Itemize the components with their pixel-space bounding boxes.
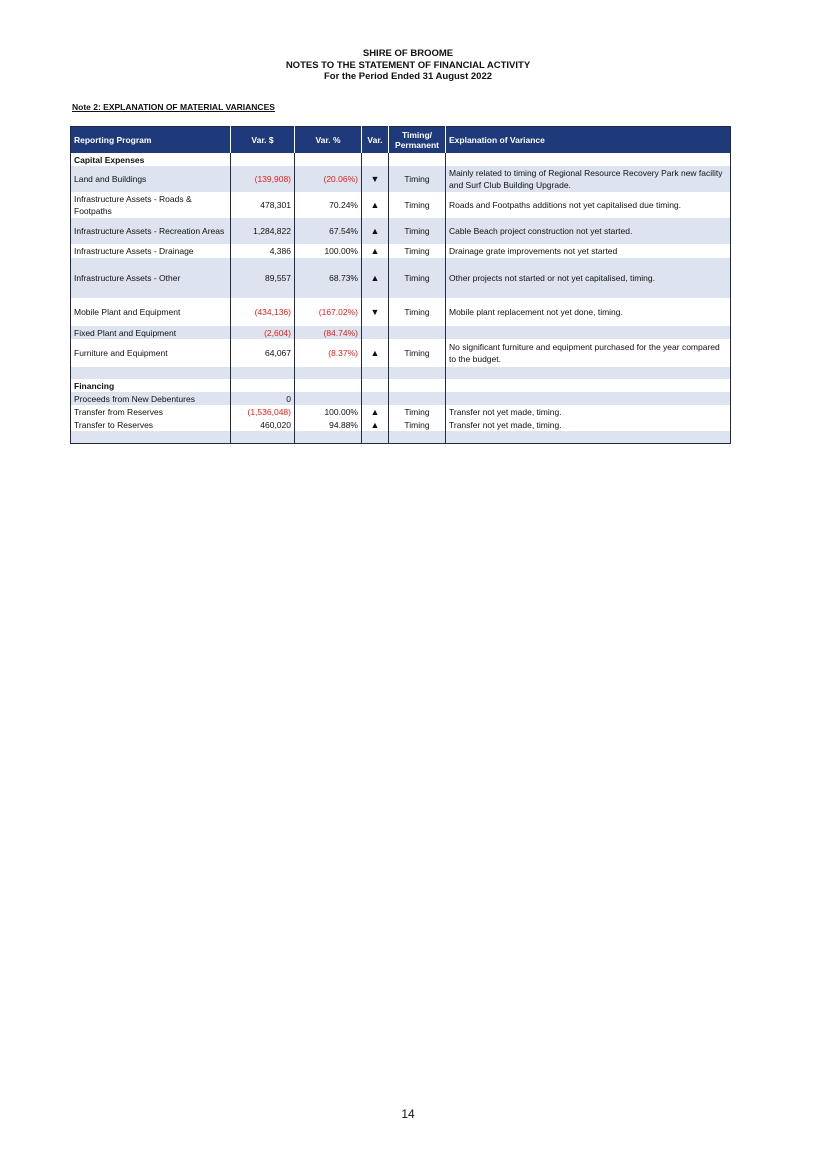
timing-cell: Timing	[389, 192, 446, 218]
var-dollar-cell: (434,136)	[231, 298, 295, 326]
explanation-cell	[446, 326, 731, 339]
explanation-cell	[446, 392, 731, 405]
document-header	[0, 48, 816, 83]
var-pct-cell: (20.06%)	[295, 166, 362, 192]
timing-cell: Timing	[389, 258, 446, 298]
program-cell: Mobile Plant and Equipment	[74, 307, 181, 317]
spacer-row	[71, 367, 731, 379]
table-row	[71, 244, 731, 258]
explanation-cell: No significant furniture and equipment purchased for the year compared to the budget.	[446, 339, 731, 367]
explanation-cell: Cable Beach project construction not yet started.	[446, 218, 731, 244]
table-row	[71, 339, 731, 367]
table-row	[71, 192, 731, 218]
program-cell: Furniture and Equipment	[74, 348, 168, 358]
col-header-var: Var.	[362, 127, 389, 154]
program-cell: Transfer to Reserves	[74, 419, 154, 430]
col-header-var-dollar: Var. $	[231, 127, 295, 154]
explanation-cell: Mainly related to timing of Regional Resource Recovery Park new facility and Surf Club Building Upgrade.	[446, 166, 731, 192]
var-pct-cell: 100.00%	[295, 244, 362, 258]
arrow-up-icon: ▲	[362, 244, 389, 258]
var-pct-cell: 67.54%	[295, 218, 362, 244]
table-row	[71, 405, 731, 418]
table-row	[71, 392, 731, 405]
table-row	[71, 258, 731, 298]
table-row	[71, 418, 731, 431]
timing-cell: Timing	[389, 405, 446, 418]
var-dollar-cell: 0	[231, 392, 295, 405]
var-dollar-cell: 64,067	[231, 339, 295, 367]
explanation-cell: Other projects not started or not yet capitalised, timing.	[446, 258, 731, 298]
var-dollar-cell: 89,557	[231, 258, 295, 298]
timing-cell	[389, 392, 446, 405]
timing-cell: Timing	[389, 244, 446, 258]
timing-cell: Timing	[389, 298, 446, 326]
col-header-timing: Timing/ Permanent	[389, 127, 446, 154]
table-header-row	[71, 127, 731, 154]
timing-cell: Timing	[389, 418, 446, 431]
section-row	[71, 379, 731, 392]
note-title: Note 2: EXPLANATION OF MATERIAL VARIANCES	[72, 102, 275, 112]
period-line: For the Period Ended 31 August 2022	[323, 71, 493, 82]
timing-cell: Timing	[389, 339, 446, 367]
arrow-down-icon: ▼	[362, 166, 389, 192]
var-dollar-cell: 1,284,822	[231, 218, 295, 244]
arrow-up-icon: ▲	[362, 339, 389, 367]
section-row	[71, 153, 731, 166]
table-row	[71, 218, 731, 244]
explanation-cell: Mobile plant replacement not yet done, timing.	[446, 298, 731, 326]
explanation-cell: Transfer not yet made, timing.	[446, 405, 731, 418]
arrow-up-icon: ▲	[362, 405, 389, 418]
program-cell: Land and Buildings	[71, 166, 231, 192]
timing-cell: Timing	[389, 218, 446, 244]
var-pct-cell: (167.02%)	[295, 298, 362, 326]
arrow-up-icon: ▲	[362, 258, 389, 298]
var-pct-cell	[295, 392, 362, 405]
section-title: Financing	[74, 380, 115, 391]
var-dollar-cell: 460,020	[231, 418, 295, 431]
variance-table	[70, 126, 731, 444]
arrow-up-icon: ▲	[362, 418, 389, 431]
table-row	[71, 298, 731, 326]
section-title: Capital Expenses	[74, 154, 145, 165]
spacer-row	[71, 431, 731, 443]
var-dollar-cell: (1,536,048)	[231, 405, 295, 418]
var-pct-cell: (8.37%)	[295, 339, 362, 367]
timing-cell	[389, 326, 446, 339]
page-number: 14	[401, 1107, 415, 1121]
var-pct-cell: 100.00%	[295, 405, 362, 418]
col-header-program: Reporting Program	[71, 127, 231, 154]
explanation-cell: Drainage grate improvements not yet started	[446, 244, 731, 258]
arrow-cell	[362, 326, 389, 339]
program-cell: Infrastructure Assets - Other	[71, 258, 231, 298]
timing-cell: Timing	[389, 166, 446, 192]
doc-title: NOTES TO THE STATEMENT OF FINANCIAL ACTIVITY	[285, 59, 531, 71]
program-cell: Infrastructure Assets - Roads & Footpaths	[74, 194, 192, 216]
program-cell: Fixed Plant and Equipment	[71, 326, 231, 339]
program-cell: Proceeds from New Debentures	[71, 392, 231, 405]
var-pct-cell: (84.74%)	[295, 326, 362, 339]
arrow-up-icon: ▲	[362, 218, 389, 244]
program-cell: Transfer from Reserves	[74, 406, 163, 417]
var-pct-cell: 70.24%	[295, 192, 362, 218]
table-row	[71, 166, 731, 192]
var-dollar-cell: (139,908)	[231, 166, 295, 192]
program-cell: Infrastructure Assets - Recreation Areas	[71, 218, 231, 244]
program-cell: Infrastructure Assets - Drainage	[74, 246, 194, 256]
var-pct-cell: 68.73%	[295, 258, 362, 298]
explanation-cell: Transfer not yet made, timing.	[446, 418, 731, 431]
arrow-up-icon: ▲	[362, 192, 389, 218]
var-dollar-cell: 4,386	[231, 244, 295, 258]
var-dollar-cell: 478,301	[231, 192, 295, 218]
org-name: SHIRE OF BROOME	[362, 48, 454, 59]
explanation-cell: Roads and Footpaths additions not yet capitalised due timing.	[446, 192, 731, 218]
col-header-var-pct: Var. %	[295, 127, 362, 154]
arrow-cell	[362, 392, 389, 405]
col-header-explanation: Explanation of Variance	[446, 127, 731, 154]
arrow-down-icon: ▼	[362, 298, 389, 326]
var-pct-cell: 94.88%	[295, 418, 362, 431]
var-dollar-cell: (2,604)	[231, 326, 295, 339]
table-row	[71, 326, 731, 339]
